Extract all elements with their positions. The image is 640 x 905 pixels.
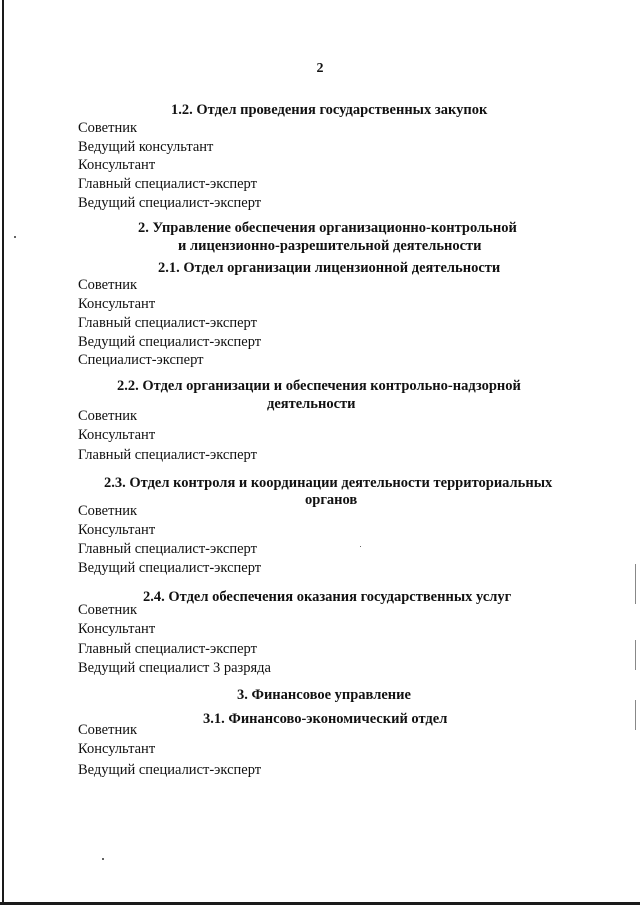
section-heading-3: 3. Финансовое управление — [237, 687, 411, 703]
position-item: Консультант — [78, 522, 156, 538]
position-item: Консультант — [78, 427, 156, 443]
position-item: Ведущий специалист-эксперт — [78, 762, 262, 778]
position-item: Главный специалист-эксперт — [78, 315, 257, 331]
position-item: Советник — [78, 277, 138, 293]
position-item: Советник — [78, 120, 138, 136]
section-heading-2-2-line1: 2.2. Отдел организации и обеспечения контрольно-надзорной — [117, 378, 521, 394]
scan-edge-mark — [635, 640, 636, 670]
position-item: Главный специалист-эксперт — [78, 447, 257, 463]
position-item: Консультант — [78, 741, 156, 757]
position-item: Советник — [78, 602, 138, 618]
position-item: Консультант — [78, 296, 156, 312]
position-item: Ведущий консультант — [78, 139, 214, 155]
position-item: Ведущий специалист-эксперт — [78, 560, 262, 576]
position-item: Главный специалист-эксперт — [78, 641, 257, 657]
position-item: Специалист-эксперт — [78, 352, 204, 368]
section-heading-2-3-line1: 2.3. Отдел контроля и координации деятельности территориальных — [104, 475, 553, 491]
scan-speck — [14, 236, 16, 238]
position-item: Ведущий специалист-эксперт — [78, 334, 262, 350]
scan-speck — [360, 546, 361, 547]
scan-edge-mark — [635, 564, 636, 604]
section-heading-2-4: 2.4. Отдел обеспечения оказания государственных услуг — [143, 589, 512, 605]
section-heading-2-line2: и лицензионно-разрешительной деятельности — [178, 238, 482, 254]
scan-border-left — [2, 0, 4, 905]
position-item: Консультант — [78, 157, 156, 173]
position-item: Советник — [78, 408, 138, 424]
position-item: Советник — [78, 722, 138, 738]
position-item: Главный специалист-эксперт — [78, 541, 257, 557]
scan-edge-mark — [635, 700, 636, 730]
scan-speck — [102, 858, 104, 860]
page-number: 2 — [316, 61, 324, 76]
position-item: Ведущий специалист-эксперт — [78, 195, 262, 211]
section-heading-1-2: 1.2. Отдел проведения государственных закупок — [171, 102, 488, 118]
position-item: Главный специалист-эксперт — [78, 176, 257, 192]
position-item: Консультант — [78, 621, 156, 637]
section-heading-2-3-line2: органов — [305, 492, 358, 508]
position-item: Советник — [78, 503, 138, 519]
position-item: Ведущий специалист 3 разряда — [78, 660, 271, 676]
section-heading-3-1: 3.1. Финансово-экономический отдел — [203, 711, 448, 727]
section-heading-2-1: 2.1. Отдел организации лицензионной деятельности — [158, 260, 501, 276]
section-heading-2-2-line2: деятельности — [267, 396, 356, 412]
section-heading-2-line1: 2. Управление обеспечения организационно-контрольной — [138, 220, 517, 236]
